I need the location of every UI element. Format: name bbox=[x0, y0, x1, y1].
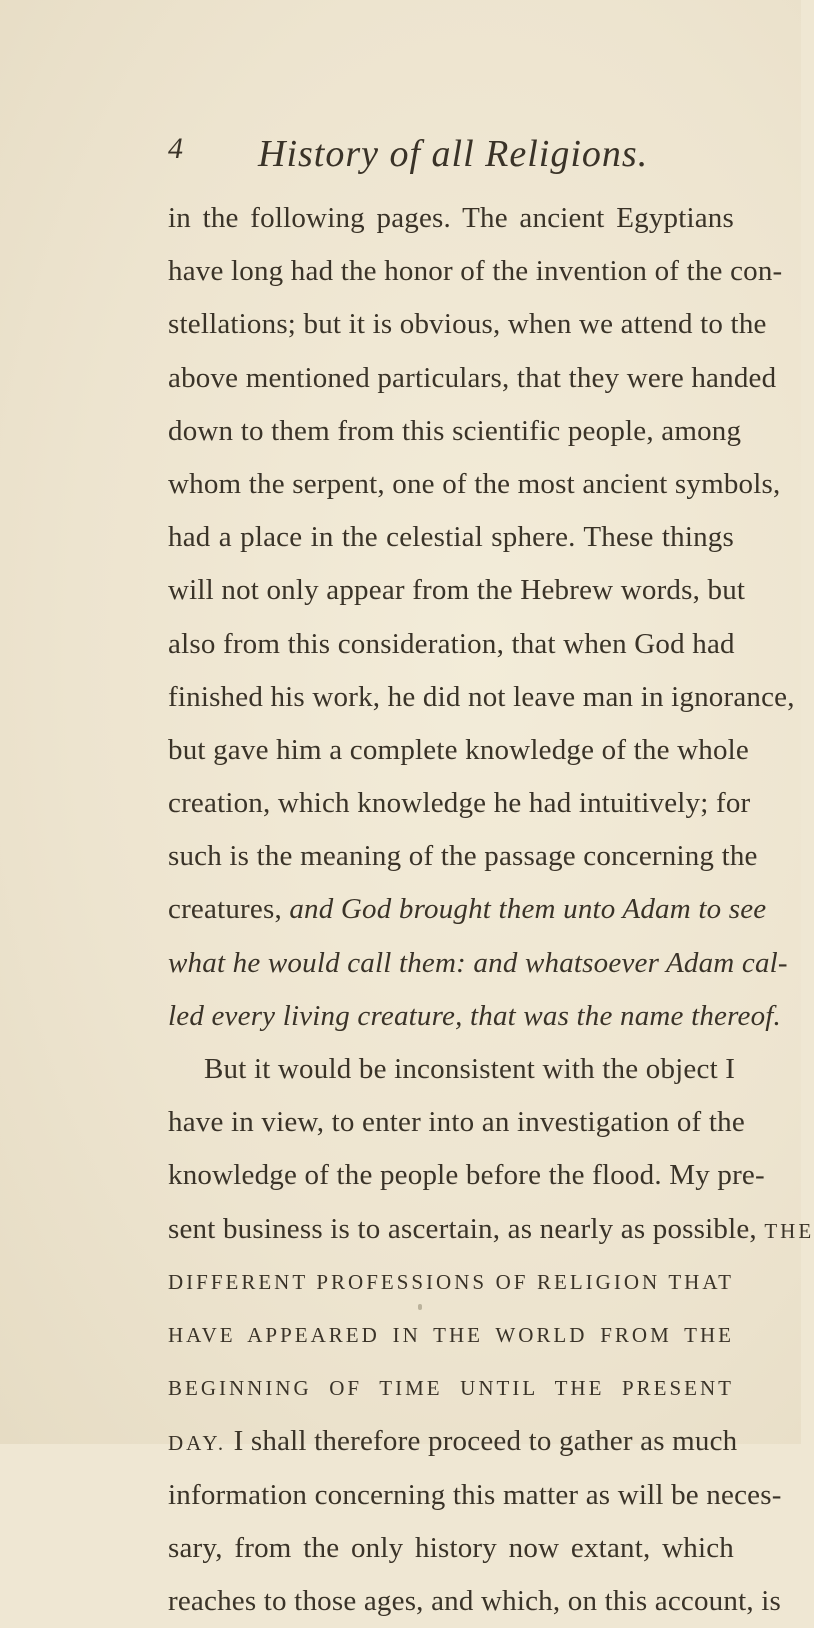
text-line: had a place in the celestial sphere. These things bbox=[168, 521, 734, 554]
body-text bbox=[168, 192, 814, 1628]
text-line: reaches to those ages, and which, on this account, is bbox=[168, 1584, 781, 1617]
page-header-title: History of all Religions. bbox=[258, 133, 649, 175]
text-line: finished his work, he did not leave man in ignorance, bbox=[168, 680, 795, 713]
text-line-italic: led every living creature, that was the name thereof. bbox=[168, 999, 781, 1032]
text-caps: DAY. bbox=[168, 1431, 227, 1456]
text-line-indented: But it would be inconsistent with the object I bbox=[204, 1053, 736, 1085]
text-line: but gave him a complete knowledge of the whole bbox=[168, 733, 749, 766]
ink-speck bbox=[418, 1304, 422, 1310]
text-caps: THE bbox=[764, 1218, 814, 1243]
text-roman: I shall therefore proceed to gather as much bbox=[226, 1425, 738, 1458]
text-line: have in view, to enter into an investigation of the bbox=[168, 1106, 745, 1139]
text-line: whom the serpent, one of the most ancient symbols, bbox=[168, 467, 781, 500]
text-line: will not only appear from the Hebrew words, but bbox=[168, 574, 746, 607]
text-line: creation, which knowledge he had intuitively; for bbox=[168, 787, 751, 820]
text-roman: creatures, bbox=[168, 893, 290, 926]
text-roman: sent business is to ascertain, as nearly as possible, bbox=[168, 1212, 765, 1245]
text-line-mixed bbox=[168, 1415, 738, 1468]
text-line-mixed bbox=[168, 883, 767, 936]
page-number: 4 bbox=[168, 132, 183, 165]
text-line-caps: BEGINNING OF TIME UNTIL THE PRESENT bbox=[168, 1376, 734, 1401]
text-line-italic: what he would call them: and whatsoever Adam cal- bbox=[168, 946, 788, 979]
text-italic: and God brought them unto Adam to see bbox=[289, 893, 767, 926]
text-line: above mentioned particulars, that they were handed bbox=[168, 361, 777, 394]
text-line: have long had the honor of the invention of the con- bbox=[168, 255, 783, 288]
text-line: sary, from the only history now extant, which bbox=[168, 1531, 734, 1564]
text-line: in the following pages. The ancient Egyptians bbox=[168, 202, 734, 234]
text-line-caps: DIFFERENT PROFESSIONS OF RELIGION THAT bbox=[168, 1269, 734, 1294]
text-line: information concerning this matter as will be neces- bbox=[168, 1478, 782, 1511]
text-line: such is the meaning of the passage concerning the bbox=[168, 840, 758, 873]
text-line: down to them from this scientific people, among bbox=[168, 414, 742, 447]
running-head bbox=[0, 132, 801, 180]
text-line: stellations; but it is obvious, when we attend to the bbox=[168, 308, 767, 341]
text-line: also from this consideration, that when God had bbox=[168, 627, 735, 660]
text-line-caps: HAVE APPEARED IN THE WORLD FROM THE bbox=[168, 1322, 734, 1347]
text-line-mixed bbox=[168, 1203, 814, 1256]
text-line: knowledge of the people before the flood. My pre- bbox=[168, 1159, 765, 1192]
